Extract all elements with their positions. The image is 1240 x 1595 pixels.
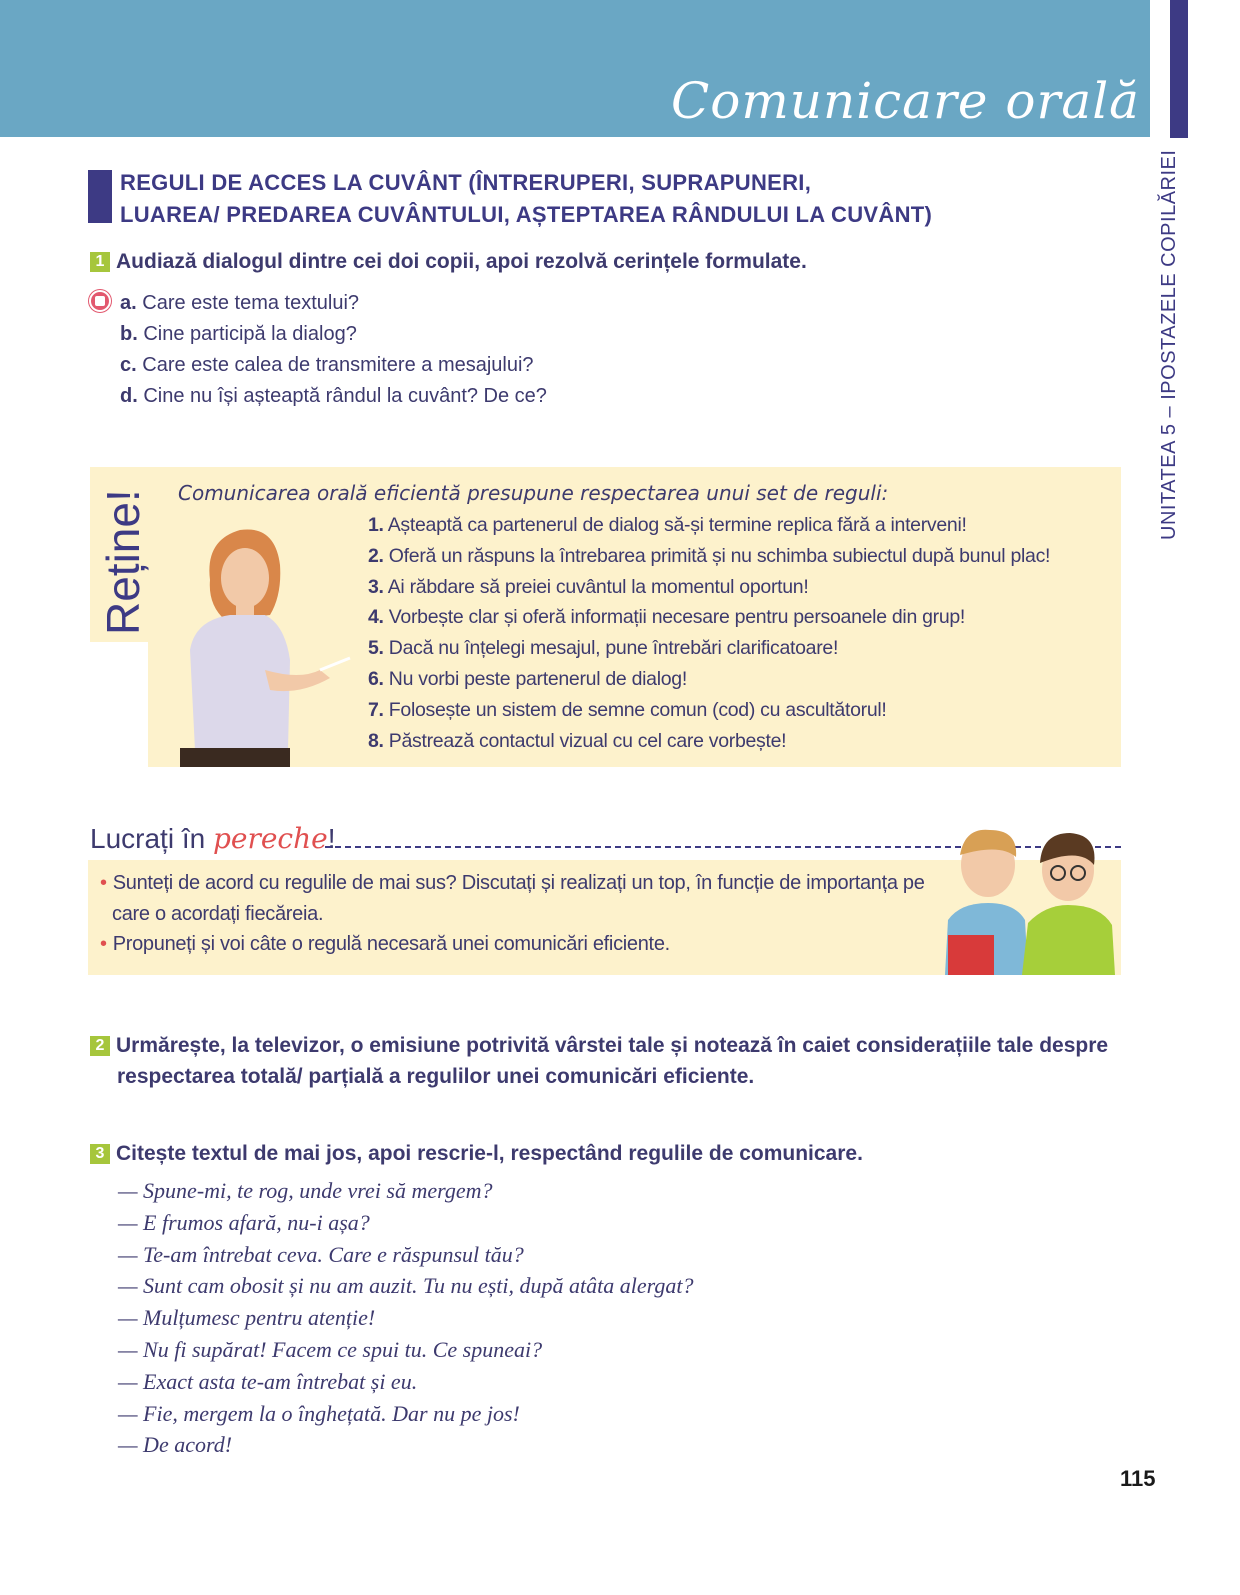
- rule-item: 4. Vorbește clar și oferă informații necesare pentru persoanele din grup!: [368, 606, 966, 629]
- task-2: [90, 1030, 1108, 1092]
- remember-intro: Comunicarea orală eficientă presupune respectarea unui set de reguli:: [178, 481, 889, 505]
- dialog-line: — Spune-mi, te rog, unde vrei să mergem?: [118, 1178, 493, 1203]
- rule-item: 8. Păstrează contactul vizual cu cel care vorbește!: [368, 729, 787, 752]
- dialog-line: — Nu fi supărat! Facem ce spui tu. Ce spuneai?: [118, 1336, 543, 1362]
- section-heading-line1: REGULI DE ACCES LA CUVÂNT (ÎNTRERUPERI, SUPRAPUNERI,: [120, 170, 812, 195]
- rules-list: [368, 510, 1050, 756]
- task-number-badge: 2: [90, 1036, 110, 1056]
- audio-icon[interactable]: [89, 290, 111, 312]
- dialog-line: — Mulțumesc pentru atenție!: [118, 1305, 376, 1331]
- teacher-illustration: [170, 520, 355, 767]
- rule-item: 7. Folosește un sistem de semne comun (cod) cu ascultătorul!: [368, 698, 887, 721]
- remember-label: Reține!: [97, 489, 149, 635]
- rule-item: 1. Așteaptă ca partenerul de dialog să-și termine replica fără a interveni!: [368, 514, 967, 536]
- task-1-questions: [120, 288, 547, 412]
- rule-item: 3. Ai răbdare să preiei cuvântul la momentul oportun!: [368, 575, 809, 598]
- dialog-line: — Exact asta te-am întrebat și eu.: [118, 1368, 418, 1394]
- dialog-text: [118, 1175, 694, 1461]
- task-1: [90, 250, 807, 274]
- rule-item: 5. Dacă nu înțelegi mesajul, pune întrebări clarificatoare!: [368, 637, 839, 660]
- page-number: 115: [1120, 1466, 1156, 1491]
- task-3-title: Citește textul de mai jos, apoi rescrie-l, respectând regulile de comunicare.: [116, 1142, 863, 1165]
- page-title: Comunicare orală: [671, 72, 1140, 130]
- list-item: • Sunteți de acord cu regulile de mai sus? Discutați și realizați un top, în funcție de importanța pe: [100, 872, 925, 894]
- dialog-line: — E frumos afară, nu-i așa?: [118, 1209, 370, 1235]
- rule-item: 2. Oferă un răspuns la întrebarea primită și nu schimba subiectul după bunul plac!: [368, 544, 1051, 567]
- task-2-line1: Urmărește, la televizor, o emisiune potrivită vârstei tale și notează în caiet considerațiile tale despre: [116, 1034, 1109, 1057]
- dialog-line: — Te-am întrebat ceva. Care e răspunsul tău?: [118, 1241, 524, 1267]
- section-marker: [88, 170, 112, 223]
- section-heading-line2: LUAREA/ PREDAREA CUVÂNTULUI, AȘTEPTAREA RÂNDULUI LA CUVÂNT): [120, 202, 933, 227]
- task-3: [90, 1142, 863, 1166]
- section-heading: [120, 167, 932, 231]
- pair-work-list: [100, 868, 925, 960]
- unit-side-bar: [1170, 0, 1188, 138]
- dialog-line: — Fie, mergem la o înghețată. Dar nu pe jos!: [118, 1400, 520, 1426]
- list-item-continued: care o acordați fiecăreia.: [112, 902, 324, 925]
- task-1-title: Audiază dialogul dintre cei doi copii, apoi rezolvă cerințele formulate.: [116, 250, 807, 273]
- list-item: b. Cine participă la dialog?: [120, 323, 357, 345]
- list-item: c. Care este calea de transmitere a mesajului?: [120, 354, 534, 376]
- list-item: a. Care este tema textului?: [120, 292, 360, 314]
- task-number-badge: 3: [90, 1144, 110, 1164]
- task-number-badge: 1: [90, 252, 110, 272]
- rule-item: 6. Nu vorbi peste partenerul de dialog!: [368, 667, 687, 690]
- children-illustration: [930, 825, 1125, 975]
- task-2-line2: respectarea totală/ parțială a regulilor unei comunicări eficiente.: [117, 1065, 755, 1088]
- dialog-line: — De acord!: [118, 1432, 233, 1458]
- unit-label: UNITATEA 5 – IPOSTAZELE COPILĂRIEI: [1158, 149, 1180, 540]
- list-item: • Propuneți și voi câte o regulă necesară unei comunicări eficiente.: [100, 933, 670, 955]
- list-item: d. Cine nu își așteaptă rândul la cuvânt? De ce?: [120, 385, 547, 407]
- dialog-line: — Sunt cam obosit și nu am auzit. Tu nu ești, după atâta alergat?: [118, 1273, 694, 1299]
- pair-work-title: Lucrați în pereche!: [90, 822, 336, 855]
